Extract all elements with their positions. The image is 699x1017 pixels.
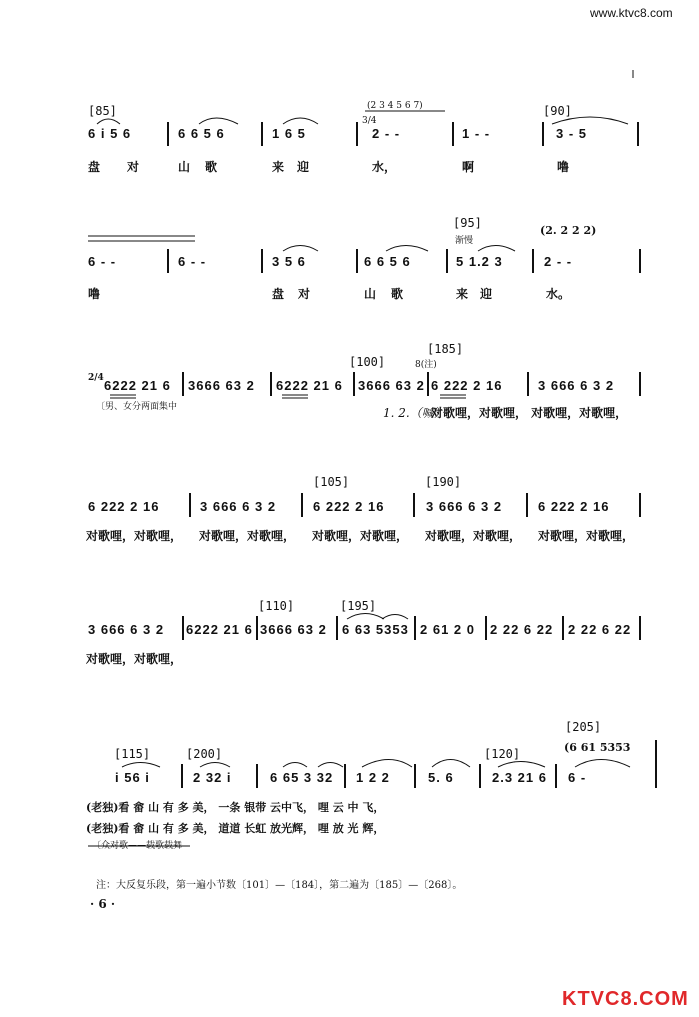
measure: 3 666 6 3 2	[88, 622, 165, 637]
lyric: 对	[298, 287, 311, 301]
measure: 3 666 6 3 2	[538, 378, 615, 393]
time-signature: 3/4	[362, 116, 377, 126]
measure: 2 - -	[544, 254, 573, 269]
section-label: 〔男、女分两面集中	[96, 402, 178, 412]
measure: 6 222 2 16	[431, 378, 503, 393]
measure: 3 666 6 3 2	[426, 499, 503, 514]
lyric: 盘	[88, 160, 101, 174]
measure: 1 6 5	[272, 126, 306, 141]
lyric: 歌	[391, 287, 404, 301]
page-number: · 6 ·	[90, 897, 116, 911]
measure: 2.3 21 6	[492, 770, 547, 785]
measure-marker: [85]	[88, 104, 117, 118]
measure: 3666 63 2	[260, 622, 327, 637]
measure: 2 61 2 0	[420, 622, 475, 637]
measure: 1 - -	[462, 126, 491, 141]
measure: 6 - -	[178, 254, 207, 269]
lyric-line: 对歌哩，对歌哩，	[199, 529, 296, 543]
measure: 6 222 2 16	[88, 499, 160, 514]
lyric: 来	[456, 287, 469, 301]
measure-marker: [90]	[543, 104, 572, 118]
lyric: 对	[127, 160, 140, 174]
measure: 1 2 2	[356, 770, 390, 785]
measure: 6 6 5 6	[364, 254, 411, 269]
lyric: 山	[178, 160, 191, 174]
site-url[interactable]: www.ktvc8.com	[590, 6, 673, 20]
verse-2: (老独)看 畲 山 有 多 美， 道道 长虹 放光辉， 哩 放 光 辉，	[86, 822, 385, 835]
measure: 6222 21 6	[276, 378, 343, 393]
measure-marker: [190]	[425, 475, 462, 489]
measure: 3 666 6 3 2	[200, 499, 277, 514]
speech-label: 1. 2.（喊）	[383, 406, 446, 420]
lyric: 噜	[88, 287, 101, 301]
measure: 6 63 5353	[342, 622, 409, 637]
measure: 2 22 6 22	[490, 622, 554, 637]
measure: 6 222 2 16	[538, 499, 610, 514]
lyric: 水，	[372, 160, 397, 174]
measure-marker: [105]	[313, 475, 350, 489]
footnote: 注：大反复乐段，第一遍小节数〔101〕—〔184〕，第二遍为〔185〕—〔268〕。	[96, 880, 463, 891]
measure-marker: [115]	[114, 747, 151, 761]
measure: 6 -	[568, 770, 587, 785]
lyric: 盘	[272, 287, 285, 301]
lyric: 噜	[557, 160, 570, 174]
measure: 3 5 6	[272, 254, 306, 269]
lyric-line: 对歌哩，对歌哩，	[86, 529, 183, 543]
measure: 6 65 3 32	[270, 770, 334, 785]
lyric-line: 对歌哩，对歌哩， 对歌哩，对歌哩，	[431, 406, 628, 420]
lyric: 山	[364, 287, 377, 301]
measure: 5 1.2 3	[456, 254, 503, 269]
measure: 2 32 i	[193, 770, 232, 785]
chorus-label: 〔众对歌——载歌载舞	[92, 841, 183, 851]
lyric-line: 对歌哩，对歌哩，	[312, 529, 409, 543]
measure-marker: [185]	[427, 342, 464, 356]
measure: 3666 63 2	[188, 378, 255, 393]
lyric-line: 对歌哩，对歌哩，	[86, 652, 183, 666]
measure: 2 22 6 22	[568, 622, 632, 637]
site-logo[interactable]: KTVC8.COM	[562, 988, 689, 1010]
lyric: 迎	[480, 287, 493, 301]
measure-marker: [110]	[258, 599, 295, 613]
measure: 6 i 5 6	[88, 126, 132, 141]
tuplet-label: (2 3 4 5 6 7)	[367, 101, 423, 111]
measure-marker: [95]	[453, 216, 482, 230]
tuplet-label: (2. 2 2 2)	[540, 224, 597, 237]
lyric: 水。	[546, 287, 571, 301]
measure-marker: [200]	[186, 747, 223, 761]
time-signature: 2/4	[88, 373, 104, 383]
measure: 6222 21 6	[104, 378, 171, 393]
lyric: 歌	[205, 160, 218, 174]
measure-marker: [100]	[349, 355, 386, 369]
measure: 6 222 2 16	[313, 499, 385, 514]
footnote-ref: 8(注)	[415, 360, 437, 370]
tempo-marking: 渐慢	[455, 236, 474, 246]
lyric: 来	[272, 160, 285, 174]
measure: 6 - -	[88, 254, 117, 269]
tuplet-label: (6 61 5353	[564, 741, 631, 754]
measure: 6222 21 6	[186, 622, 253, 637]
lyric-line: 对歌哩，对歌哩，	[538, 529, 635, 543]
measure: 5. 6	[428, 770, 454, 785]
lyric-line: 对歌哩，对歌哩，	[425, 529, 522, 543]
lyric: 迎	[297, 160, 310, 174]
measure: i 56 i	[115, 770, 150, 785]
measure-marker: [205]	[565, 720, 602, 734]
lyric: 啊	[462, 160, 475, 174]
measure: 3 - 5	[556, 126, 588, 141]
verse-1: (老独)看 畲 山 有 多 美， 一条 银带 云中飞， 哩 云 中 飞，	[86, 801, 385, 814]
measure-marker: [120]	[484, 747, 521, 761]
measure-marker: [195]	[340, 599, 377, 613]
measure: 3666 63 2	[358, 378, 425, 393]
measure: 6 6 5 6	[178, 126, 225, 141]
measure: 2 - -	[372, 126, 401, 141]
